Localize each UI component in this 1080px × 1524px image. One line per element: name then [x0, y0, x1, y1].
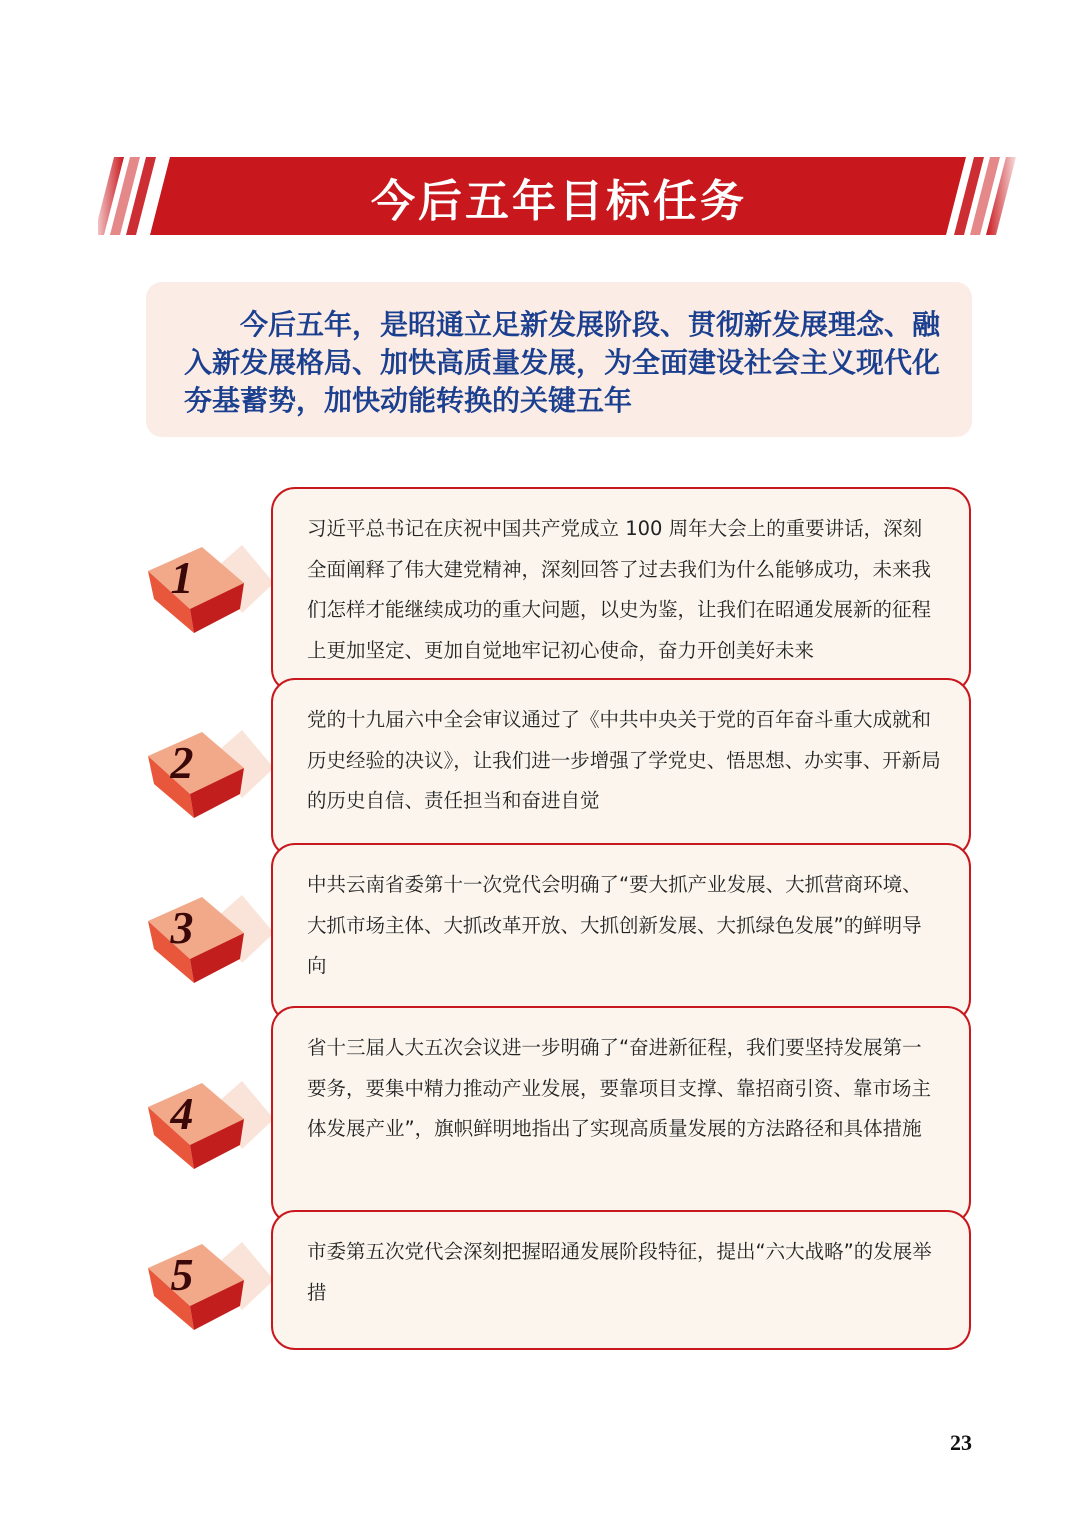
number-cube [142, 1079, 272, 1179]
item-text: 市委第五次党代会深刻把握昭通发展阶段特征，提出“六大战略”的发展举措 [307, 1240, 932, 1304]
item-number: 2 [170, 736, 194, 788]
list-item-card [271, 487, 971, 693]
item-text: 党的十九届六中全会审议通过了《中共中央关于党的百年奋斗重大成就和历史经验的决议》，让我们进一步增强了学党史、悟思想、办实事、开新局的历史自信、责任担当和奋进自觉 [307, 708, 941, 812]
page-title: 今后五年目标任务 [371, 176, 747, 227]
intro-box [146, 282, 972, 437]
number-cube [142, 893, 272, 993]
title-banner [98, 157, 1020, 237]
number-cube [142, 543, 272, 643]
item-number: 1 [170, 551, 194, 603]
item-number: 5 [170, 1248, 194, 1300]
list-item-card [271, 678, 971, 858]
number-cube [142, 728, 272, 828]
intro-text: 今后五年，是昭通立足新发展阶段、贯彻新发展理念、融入新发展格局、加快高质量发展，为全面建设社会主义现代化夯基蓄势，加快动能转换的关键五年 [184, 308, 941, 417]
item-text: 中共云南省委第十一次党代会明确了“要大抓产业发展、大抓营商环境、大抓市场主体、大抓改革开放、大抓创新发展、大抓绿色发展”的鲜明导向 [307, 873, 922, 977]
item-text: 省十三届人大五次会议进一步明确了“奋进新征程，我们要坚持发展第一要务，要集中精力推动产业发展，要靠项目支撑、靠招商引资、靠市场主体发展产业”，旗帜鲜明地指出了实现高质量发展的方法路径和具体措施 [307, 1036, 932, 1140]
page-number: 23 [950, 1430, 972, 1455]
item-text: 习近平总书记在庆祝中国共产党成立 100 周年大会上的重要讲话，深刻全面阐释了伟大建党精神，深刻回答了过去我们为什么能够成功，未来我们怎样才能继续成功的重大问题，以史为鉴，让我们在昭通发展新的征程上更加坚定、更加自觉地牢记初心使命，奋力开创美好未来 [307, 517, 932, 662]
number-cube [142, 1240, 272, 1340]
item-number: 3 [170, 901, 194, 953]
list-item-card [271, 1210, 971, 1350]
list-item-card [271, 843, 971, 1023]
item-number: 4 [170, 1087, 194, 1139]
list-item-card [271, 1006, 971, 1225]
